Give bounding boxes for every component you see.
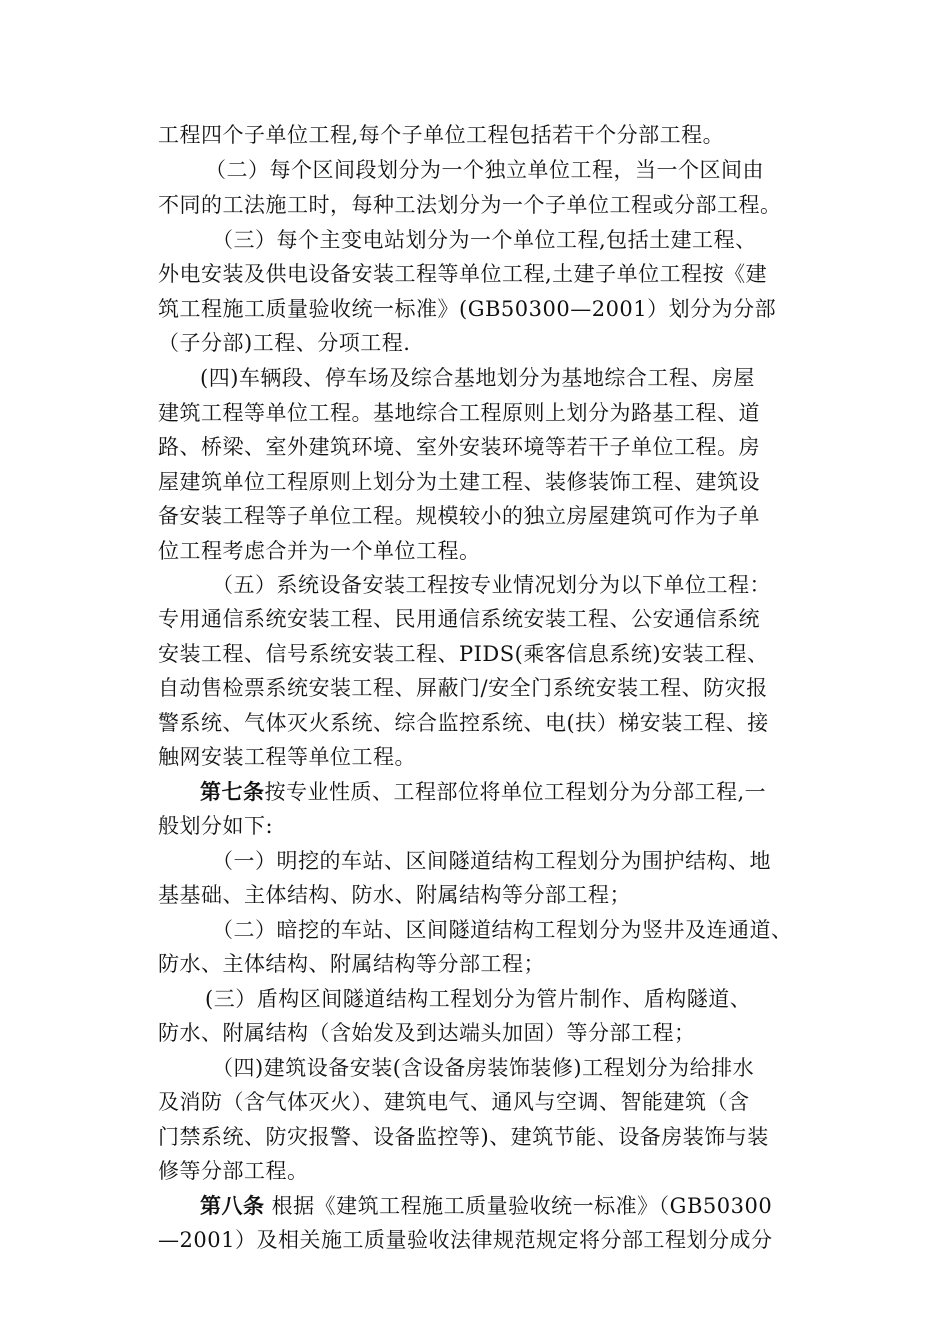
article-8-label: 第八条 (200, 1193, 265, 1218)
text-line: 修等分部工程。 (158, 1159, 309, 1183)
text-line: （四)建筑设备安装(含设备房装饰装修)工程划分为给排水 (212, 1056, 755, 1080)
article-7-line (200, 775, 860, 809)
text-line: 位工程考虑合并为一个单位工程。 (158, 539, 481, 563)
text-line: 外电安装及供电设备安装工程等单位工程,土建子单位工程按《建 (158, 262, 768, 286)
text-line: 门禁系统、防灾报警、设备监控等)、建筑节能、设备房装饰与装 (158, 1125, 769, 1149)
text-line: 不同的工法施工时，每种工法划分为一个子单位工程或分部工程。 (158, 193, 782, 217)
text-line: —2001）及相关施工质量验收法律规范规定将分部工程划分成分 (158, 1228, 773, 1252)
article-8-text: 根据《建筑工程施工质量验收统一标准》（GB50300 (264, 1194, 773, 1218)
text-line: 备安装工程等子单位工程。规模较小的独立房屋建筑可作为子单 (158, 504, 760, 528)
text-line: （三）每个主变电站划分为一个单位工程,包括土建工程、 (212, 228, 757, 252)
text-line: 基基础、主体结构、防水、附属结构等分部工程； (158, 883, 631, 907)
text-line: 筑工程施工质量验收统一标准》(GB50300—2001）划分为分部 (158, 297, 777, 321)
text-line: (四)车辆段、停车场及综合基地划分为基地综合工程、房屋 (200, 366, 755, 390)
text-line: （二）暗挖的车站、区间隧道结构工程划分为竖井及连通道、 (212, 918, 793, 942)
text-line: （一）明挖的车站、区间隧道结构工程划分为围护结构、地 (212, 849, 771, 873)
text-line: 防水、附属结构（含始发及到达端头加固）等分部工程； (158, 1021, 696, 1045)
article-8-line (200, 1189, 860, 1223)
text-line: 般划分如下: (158, 814, 274, 838)
text-line: 专用通信系统安装工程、民用通信系统安装工程、公安通信系统 (158, 607, 760, 631)
article-7-text: 按专业性质、工程部位将单位工程划分为分部工程,一 (264, 780, 767, 804)
text-line: 屋建筑单位工程原则上划分为土建工程、装修装饰工程、建筑设 (158, 470, 760, 494)
text-line: 自动售检票系统安装工程、屏蔽门/安全门系统安装工程、防灾报 (158, 676, 768, 700)
text-line: （子分部)工程、分项工程. (158, 331, 411, 355)
text-line: （五）系统设备安装工程按专业情况划分为以下单位工程： (212, 573, 771, 597)
text-line: 建筑工程等单位工程。基地综合工程原则上划分为路基工程、道 (158, 401, 760, 425)
text-line: 触网安装工程等单位工程。 (158, 745, 416, 769)
text-line: 防水、主体结构、附属结构等分部工程； (158, 952, 545, 976)
text-line: 安装工程、信号系统安装工程、PIDS(乘客信息系统)安装工程、 (158, 642, 769, 666)
text-line: 警系统、气体灭火系统、综合监控系统、电(扶）梯安装工程、接 (158, 711, 769, 735)
text-line: 工程四个子单位工程,每个子单位工程包括若干个分部工程。 (158, 123, 725, 147)
text-line: (三）盾构区间隧道结构工程划分为管片制作、盾构隧道、 (205, 987, 752, 1011)
article-7-label: 第七条 (200, 779, 265, 804)
text-line: 路、桥梁、室外建筑环境、室外安装环境等若干子单位工程。房 (158, 435, 760, 459)
text-line: 及消防（含气体灭火）、建筑电气、通风与空调、智能建筑（含 (158, 1090, 750, 1114)
text-line: （二）每个区间段划分为一个独立单位工程，当一个区间由 (205, 158, 764, 182)
